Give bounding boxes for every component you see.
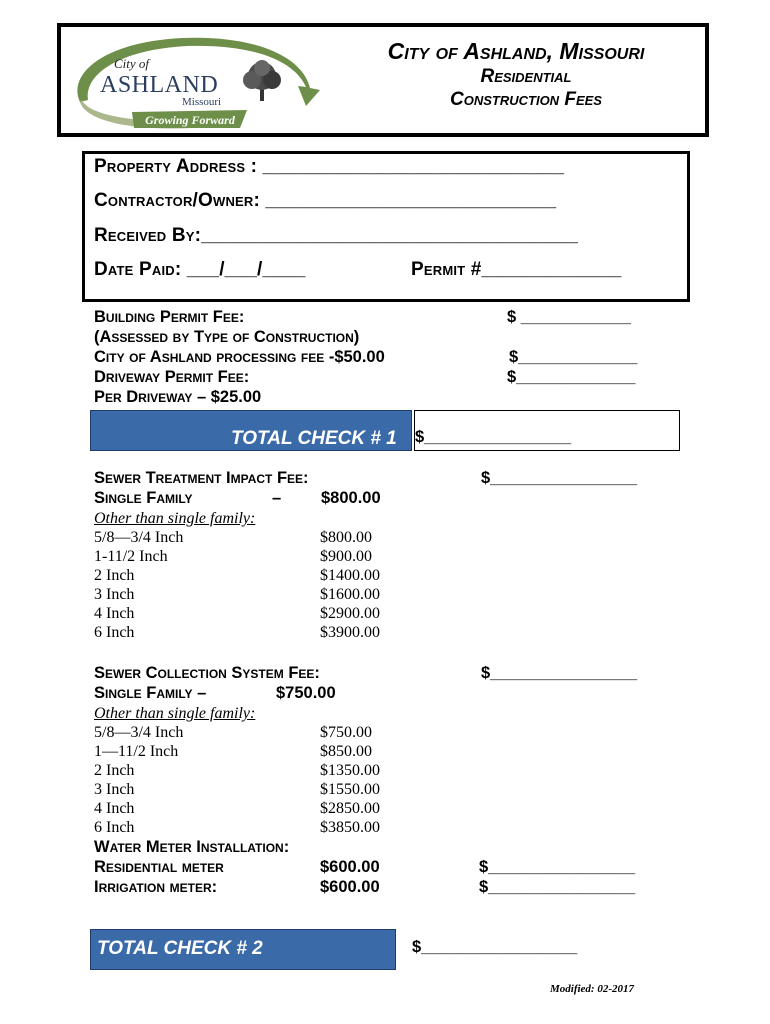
irrigation-meter-field[interactable]: $________________ [479, 878, 636, 896]
permit-number-field[interactable]: Permit #_____________ [411, 259, 622, 280]
treatment-price-4: $1600.00 [320, 586, 380, 603]
assessed-note: (Assessed by Type of Construction) [94, 328, 360, 346]
page-subtitle-construction-fees: Construction Fees [450, 89, 602, 110]
tree-icon [243, 60, 281, 101]
treatment-size-2: 1-11/2 Inch [94, 548, 168, 565]
processing-fee-label: City of Ashland processing fee -$50.00 [94, 348, 385, 366]
total-check-2-field[interactable]: $_________________ [412, 938, 578, 956]
treatment-size-4: 3 Inch [94, 586, 135, 603]
collection-price-2: $850.00 [320, 743, 372, 760]
logo-state: Missouri [182, 96, 222, 108]
collection-price-5: $2850.00 [320, 800, 380, 817]
sewer-collection-fee-field[interactable]: $________________ [481, 664, 638, 682]
irrigation-meter-price: $600.00 [320, 878, 380, 896]
logo-city-of: City of [114, 56, 150, 71]
total-check-1-label: TOTAL CHECK # 1 [231, 428, 397, 449]
collection-price-6: $3850.00 [320, 819, 380, 836]
building-permit-fee-label: Building Permit Fee: [94, 308, 245, 326]
property-address-field[interactable]: Property Address : ____________________________ [94, 156, 565, 177]
sewer-treatment-other-label: Other than single family: [94, 510, 256, 527]
treatment-price-6: $3900.00 [320, 624, 380, 641]
treatment-price-5: $2900.00 [320, 605, 380, 622]
treatment-price-1: $800.00 [320, 529, 372, 546]
received-by-field[interactable]: Received By:___________________________________ [94, 225, 579, 246]
total-check-1-field[interactable]: $________________ [415, 428, 572, 446]
sewer-treatment-fee-label: Sewer Treatment Impact Fee: [94, 469, 309, 487]
processing-fee-field[interactable]: $_____________ [509, 348, 638, 366]
driveway-permit-fee-label: Driveway Permit Fee: [94, 368, 250, 386]
sewer-treatment-fee-field[interactable]: $________________ [481, 469, 638, 487]
driveway-permit-fee-field[interactable]: $_____________ [507, 368, 636, 386]
irrigation-meter-label: Irrigation meter: [94, 878, 218, 896]
collection-size-3: 2 Inch [94, 762, 135, 779]
residential-meter-price: $600.00 [320, 858, 380, 876]
collection-price-3: $1350.00 [320, 762, 380, 779]
contractor-owner-field[interactable]: Contractor/Owner: ___________________________ [94, 190, 557, 211]
treatment-size-3: 2 Inch [94, 567, 135, 584]
treatment-size-6: 6 Inch [94, 624, 135, 641]
per-driveway-price: Per Driveway – $25.00 [94, 388, 262, 406]
sewer-collection-single-price: $750.00 [276, 684, 336, 702]
sewer-treatment-single-price: $800.00 [321, 489, 381, 507]
page-title: City of Ashland, Missouri [387, 38, 645, 64]
collection-price-4: $1550.00 [320, 781, 380, 798]
page-subtitle-residential: Residential [480, 66, 572, 87]
building-permit-fee-field[interactable]: $ ____________ [507, 308, 631, 326]
treatment-price-3: $1400.00 [320, 567, 380, 584]
sewer-treatment-single-family: Single Family [94, 489, 193, 507]
total-check-2-label: TOTAL CHECK # 2 [97, 938, 263, 959]
sewer-collection-other-label: Other than single family: [94, 705, 256, 722]
residential-meter-label: Residential meter [94, 858, 224, 876]
treatment-price-2: $900.00 [320, 548, 372, 565]
collection-price-1: $750.00 [320, 724, 372, 741]
sewer-treatment-dash: – [272, 489, 282, 507]
treatment-size-5: 4 Inch [94, 605, 135, 622]
date-paid-field[interactable]: Date Paid: ___/___/____ [94, 259, 306, 280]
collection-size-4: 3 Inch [94, 781, 135, 798]
collection-size-2: 1—11/2 Inch [94, 743, 179, 760]
water-meter-label: Water Meter Installation: [94, 838, 290, 856]
collection-size-6: 6 Inch [94, 819, 135, 836]
residential-meter-field[interactable]: $________________ [479, 858, 636, 876]
treatment-size-1: 5/8—3/4 Inch [94, 529, 184, 546]
logo-tagline: Growing Forward [145, 113, 235, 127]
collection-size-5: 4 Inch [94, 800, 135, 817]
city-logo [62, 30, 322, 130]
logo-ashland: ASHLAND [100, 72, 219, 98]
modified-date: Modified: 02-2017 [549, 983, 634, 995]
sewer-collection-fee-label: Sewer Collection System Fee: [94, 664, 320, 682]
sewer-collection-single-family: Single Family – [94, 684, 207, 702]
collection-size-1: 5/8—3/4 Inch [94, 724, 184, 741]
